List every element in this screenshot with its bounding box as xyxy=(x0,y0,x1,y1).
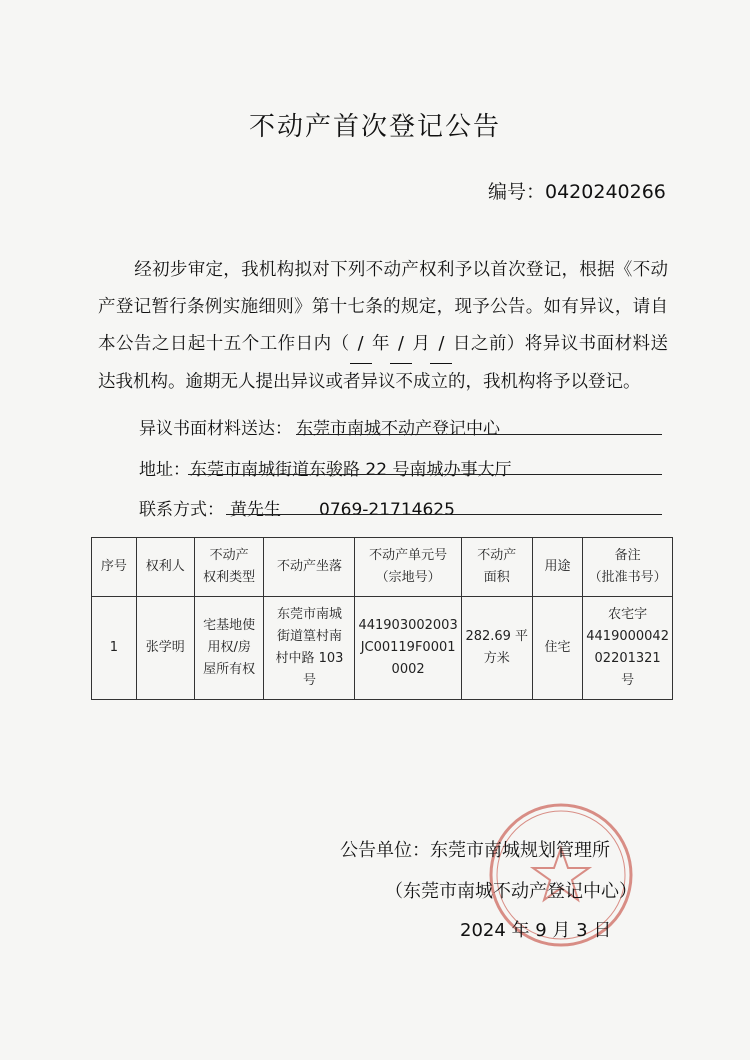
blank-day: / xyxy=(430,326,452,364)
address-underline xyxy=(188,474,662,475)
document-number: 编号：0420240266 xyxy=(488,181,666,203)
table-cell: 住宅 xyxy=(532,597,582,700)
objection-field xyxy=(139,414,500,439)
page-title: 不动产首次登记公告 xyxy=(248,112,501,142)
contact-field xyxy=(139,495,455,520)
table-cell: 441903002003 JC00119F0001 0002 xyxy=(355,597,461,700)
table-header-cell: 权利人 xyxy=(136,538,194,597)
contact-label: 联系方式： xyxy=(139,500,224,520)
objection-underline xyxy=(296,434,662,435)
contact-name: 黄先生 xyxy=(230,500,281,520)
address-value: 东莞市南城街道东骏路 22 号南城办事大厅 xyxy=(190,460,512,480)
table-header-cell: 不动产坐落 xyxy=(264,538,355,597)
contact-phone: 0769-21714625 xyxy=(319,500,455,520)
table-cell: 282.69 平 方米 xyxy=(461,597,532,700)
notice-date: 2024 年 9 月 3 日 xyxy=(460,920,612,941)
table-header-cell: 不动产 面积 xyxy=(461,538,532,597)
month-label: 月 xyxy=(411,334,431,354)
notice-paragraph xyxy=(98,252,668,401)
table-header-cell: 备注 （批准书号） xyxy=(583,538,673,597)
year-label: 年 xyxy=(371,334,390,354)
address-field xyxy=(139,455,511,480)
blank-month: / xyxy=(390,326,412,364)
table-row xyxy=(92,597,673,700)
address-label: 地址： xyxy=(139,460,190,480)
table-header-cell: 用途 xyxy=(532,538,582,597)
table-header-cell: 不动产 权利类型 xyxy=(194,538,264,597)
contact-underline xyxy=(226,514,662,515)
table-cell: 宅基地使 用权/房 屋所有权 xyxy=(194,597,264,700)
paragraph-part1: 经初步审定，我机构拟对下列不动产权利予以首次登记，根据《不动产登记暂行条例实施细则》第十七条的规定，现予公告。如有异议，请自本公告之日起十五个工作日内（ xyxy=(98,260,668,354)
registration-center: （东莞市南城不动产登记中心） xyxy=(385,881,637,902)
table-cell: 东莞市南城 街道篁村南 村中路 103 号 xyxy=(264,597,355,700)
paragraph-part2: 日之前）将异议书面材料送达我机构。逾期无人提出异议或者异议不成立的，我机构将予以登记。 xyxy=(98,334,669,392)
table-cell: 1 xyxy=(92,597,137,700)
table-header-row xyxy=(92,538,673,597)
table-header-cell: 序号 xyxy=(92,538,137,597)
objection-label: 异议书面材料送达： xyxy=(139,419,292,439)
table-cell: 农宅字 4419000042 02201321 号 xyxy=(583,597,673,700)
objection-value: 东莞市南城不动产登记中心 xyxy=(296,419,500,439)
table-header-cell: 不动产单元号 （宗地号） xyxy=(355,538,461,597)
registration-table xyxy=(91,537,673,700)
announcing-unit: 公告单位：东莞市南城规划管理所 xyxy=(340,840,610,861)
blank-year: / xyxy=(350,326,372,364)
table-cell: 张学明 xyxy=(136,597,194,700)
